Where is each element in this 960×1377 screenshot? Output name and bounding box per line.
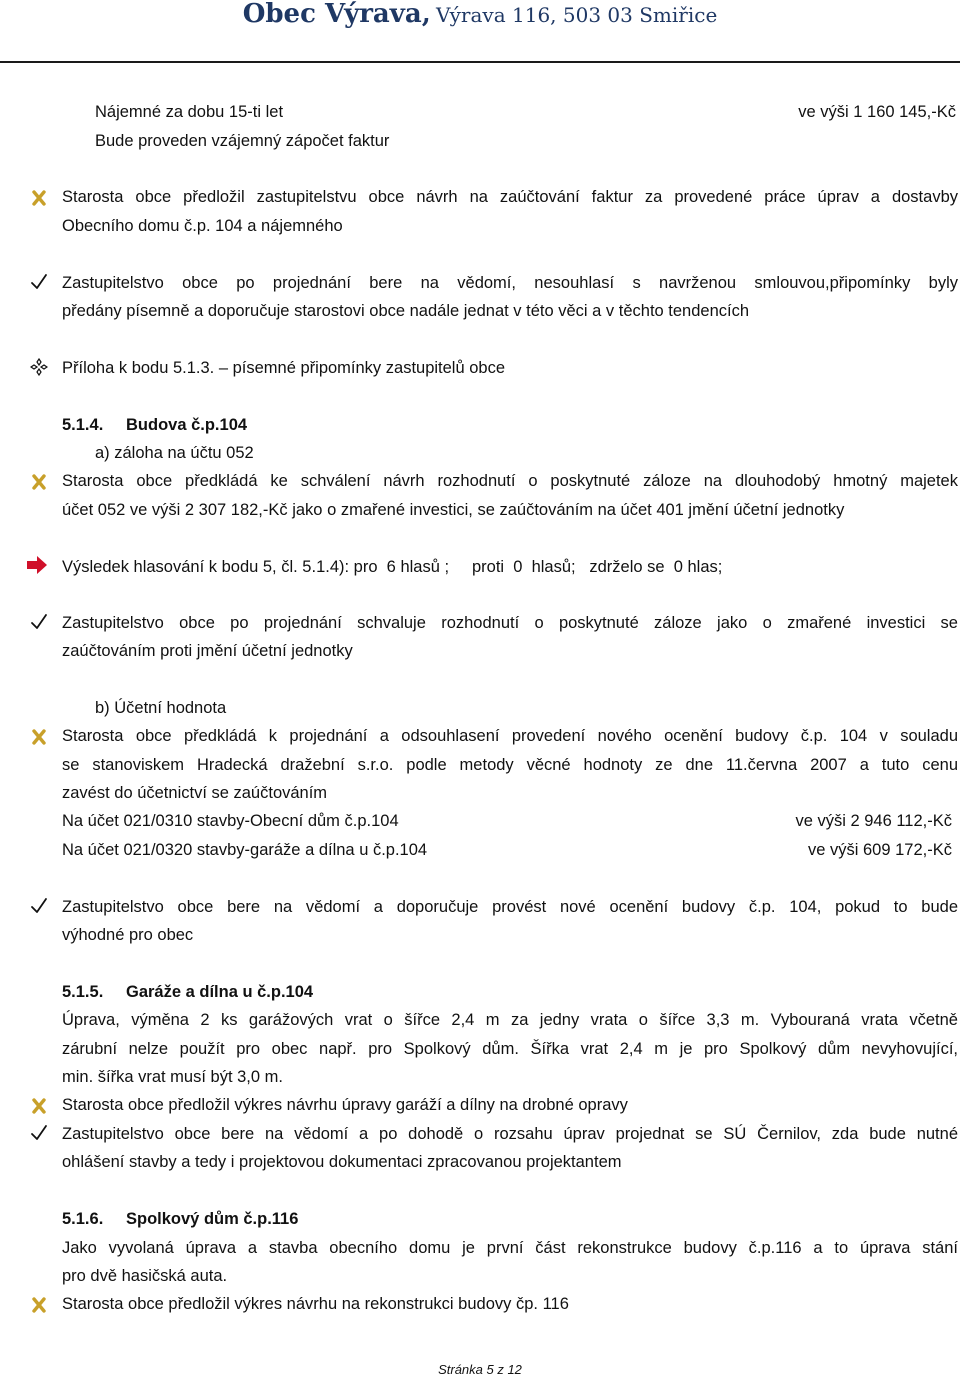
decision-text-line-1: Zastupitelstvo obce po projednání bere na vědomí, nesouhlasí s navrženou smlouvou,připomínky byly xyxy=(62,274,958,292)
garage-text-line-3: min. šířka vrat musí být 3,0 m. xyxy=(62,1068,283,1086)
account-1-label: Na účet 021/0310 stavby-Obecní dům č.p.104 xyxy=(62,812,399,830)
club-house-text-line-1: Jako vyvolaná úprava a stavba obecního domu je první část rekonstrukce budovy č.p.116 a to úprava stání xyxy=(62,1239,958,1257)
valuation-proposal-line-2: se stanoviskem Hradecká dražební s.r.o. podle metody věcné hodnoty ze dne 11.června 2007 a tuto cenu xyxy=(62,756,958,774)
page-header xyxy=(0,0,960,31)
proposal-text-line-1: Starosta obce předložil zastupitelstvu obce návrh na zaúčtování faktur za provedené práce úprav a dostavby xyxy=(62,188,958,206)
page-number: Stránka 5 z 12 xyxy=(438,1362,522,1377)
approval-text-line-1: Zastupitelstvo obce po projednání schvaluje rozhodnutí o poskytnuté záloze jako o zmařené investici se xyxy=(62,614,958,632)
section-number: 5.1.4. xyxy=(62,416,104,434)
club-house-drawing-note: Starosta obce předložil výkres návrhu na rekonstrukci budovy čp. 116 xyxy=(62,1295,569,1313)
garage-text-line-1: Úprava, výměna 2 ks garážových vrat o šířce 2,4 m za jedny vrata o šířce 3,3 m. Vybouraná vrata včetně xyxy=(62,1011,958,1029)
subsection-a: a) záloha na účtu 052 xyxy=(95,444,254,462)
section-number: 5.1.6. xyxy=(62,1210,104,1228)
account-2-label: Na účet 021/0320 stavby-garáže a dílna u č.p.104 xyxy=(62,841,428,859)
revaluation-decision-line-2: výhodné pro obec xyxy=(62,926,194,944)
decision-text-line-2: předány písemně a doporučuje starostovi obce nadále jednat v této věci a v těchto tendencích xyxy=(62,302,750,320)
garage-decision-line-1: Zastupitelstvo obce bere na vědomí a po dohodě o rozsahu úprav projednat se SÚ Černilov, zda bude nutné xyxy=(62,1125,958,1143)
garage-drawing-note: Starosta obce předložil výkres návrhu úpravy garáží a dílny na drobné opravy xyxy=(62,1096,628,1114)
proposal-text-line-2: Obecního domu č.p. 104 a nájemného xyxy=(62,217,343,235)
garage-decision-line-2: ohlášení stavby a tedy i projektovou dokumentaci zpracovanou projektantem xyxy=(62,1153,622,1171)
account-1-amount: ve výši 2 946 112,-Kč xyxy=(795,812,952,830)
cross-bullet-icon xyxy=(30,728,48,746)
deposit-proposal-line-1: Starosta obce předkládá ke schválení návrh rozhodnutí o poskytnuté záloze na dlouhodobý hmotný majetek xyxy=(62,472,958,490)
cross-bullet-icon xyxy=(30,189,48,207)
section-title: Budova č.p.104 xyxy=(126,416,248,434)
cross-bullet-icon xyxy=(30,473,48,491)
subsection-b: b) Účetní hodnota xyxy=(95,699,227,717)
cross-bullet-icon xyxy=(30,1097,48,1115)
vote-result: Výsledek hlasování k bodu 5, čl. 5.1.4): pro 6 hlasů ; proti 0 hlasů; zdrželo se 0 hlas; xyxy=(62,558,723,576)
section-number: 5.1.5. xyxy=(62,983,104,1001)
section-title: Spolkový dům č.p.116 xyxy=(126,1210,299,1228)
garage-text-line-2: zárubní nelze použít pro obec např. pro Spolkový dům. Šířka vrat 2,4 m je pro Spolkový dům nevyhovující, xyxy=(62,1040,958,1058)
header-divider xyxy=(0,61,960,63)
account-2-amount: ve výši 609 172,-Kč xyxy=(808,841,952,859)
offset-line: Bude proveden vzájemný zápočet faktur xyxy=(95,132,390,150)
attachment-note: Příloha k bodu 5.1.3. – písemné připomínky zastupitelů obce xyxy=(62,359,506,377)
arrow-right-icon xyxy=(26,555,48,575)
rent-amount: ve výši 1 160 145,-Kč xyxy=(798,103,956,121)
checkmark-icon xyxy=(30,897,48,915)
checkmark-icon xyxy=(30,613,48,631)
section-title: Garáže a dílna u č.p.104 xyxy=(126,983,314,1001)
rent-line: Nájemné za dobu 15-ti let xyxy=(95,103,284,121)
valuation-proposal-line-3: zavést do účetnictví se zaúčtováním xyxy=(62,784,328,802)
approval-text-line-2: zaúčtováním proti jmění účetní jednotky xyxy=(62,642,353,660)
checkmark-icon xyxy=(30,1124,48,1142)
municipality-name: Obec Výrava, xyxy=(242,0,431,29)
deposit-proposal-line-2: účet 052 ve výši 2 307 182,-Kč jako o zmařené investici, se zaúčtováním na účet 401 jmění účetní jednotky xyxy=(62,501,845,519)
checkmark-icon xyxy=(30,273,48,291)
cross-bullet-icon xyxy=(30,1296,48,1314)
diamond-bullet-icon xyxy=(30,358,48,376)
valuation-proposal-line-1: Starosta obce předkládá k projednání a odsouhlasení provedení nového ocenění budovy č.p. 104 v souladu xyxy=(62,727,958,745)
municipality-address: Výrava 116, 503 03 Smiřice xyxy=(436,3,718,27)
club-house-text-line-2: pro dvě hasičská auta. xyxy=(62,1267,228,1285)
revaluation-decision-line-1: Zastupitelstvo obce bere na vědomí a doporučuje provést nové ocenění budovy č.p. 104, pokud to bude xyxy=(62,898,958,916)
